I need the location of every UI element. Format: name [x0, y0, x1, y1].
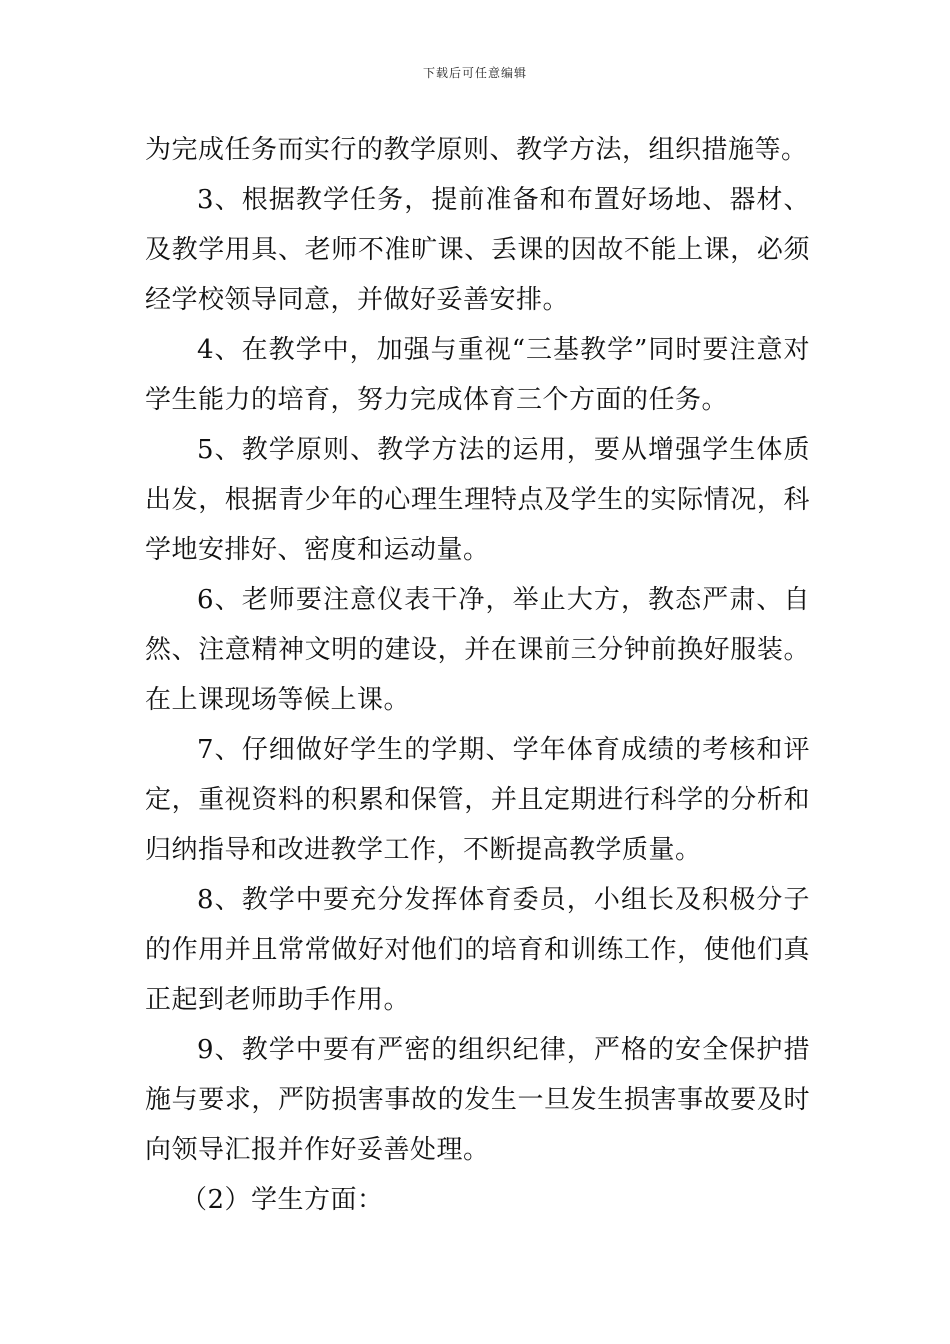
paragraph-item-7: 7、仔细做好学生的学期、学年体育成绩的考核和评定，重视资料的积累和保管，并且定期进行科学的分析和归纳指导和改进教学工作，不断提高教学质量。: [145, 735, 810, 865]
paragraph-continuation: 为完成任务而实行的教学原则、教学方法，组织措施等。: [145, 135, 808, 165]
section-heading-students: （2）学生方面：: [181, 1185, 384, 1215]
document-body: [145, 125, 810, 1225]
paragraph-item-3: 3、根据教学任务，提前准备和布置好场地、器材、及教学用具、老师不准旷课、丢课的因故不能上课，必须经学校领导同意，并做好妥善安排。: [145, 185, 810, 315]
page-header: 下载后可任意编辑: [422, 66, 527, 80]
paragraph-item-8: 8、教学中要充分发挥体育委员，小组长及积极分子的作用并且常常做好对他们的培育和训练工作，使他们真正起到老师助手作用。: [145, 885, 810, 1015]
paragraph-item-6: 6、老师要注意仪表干净，举止大方，教态严肃、自然、注意精神文明的建设，并在课前三分钟前换好服装。在上课现场等候上课。: [145, 585, 810, 715]
paragraph-item-5: 5、教学原则、教学方法的运用，要从增强学生体质出发，根据青少年的心理生理特点及学生的实际情况，科学地安排好、密度和运动量。: [145, 435, 810, 565]
paragraph-item-9: 9、教学中要有严密的组织纪律，严格的安全保护措施与要求，严防损害事故的发生一旦发生损害事故要及时向领导汇报并作好妥善处理。: [145, 1035, 810, 1165]
paragraph-item-4: 4、在教学中，加强与重视“三基教学”同时要注意对学生能力的培育，努力完成体育三个方面的任务。: [145, 335, 810, 415]
